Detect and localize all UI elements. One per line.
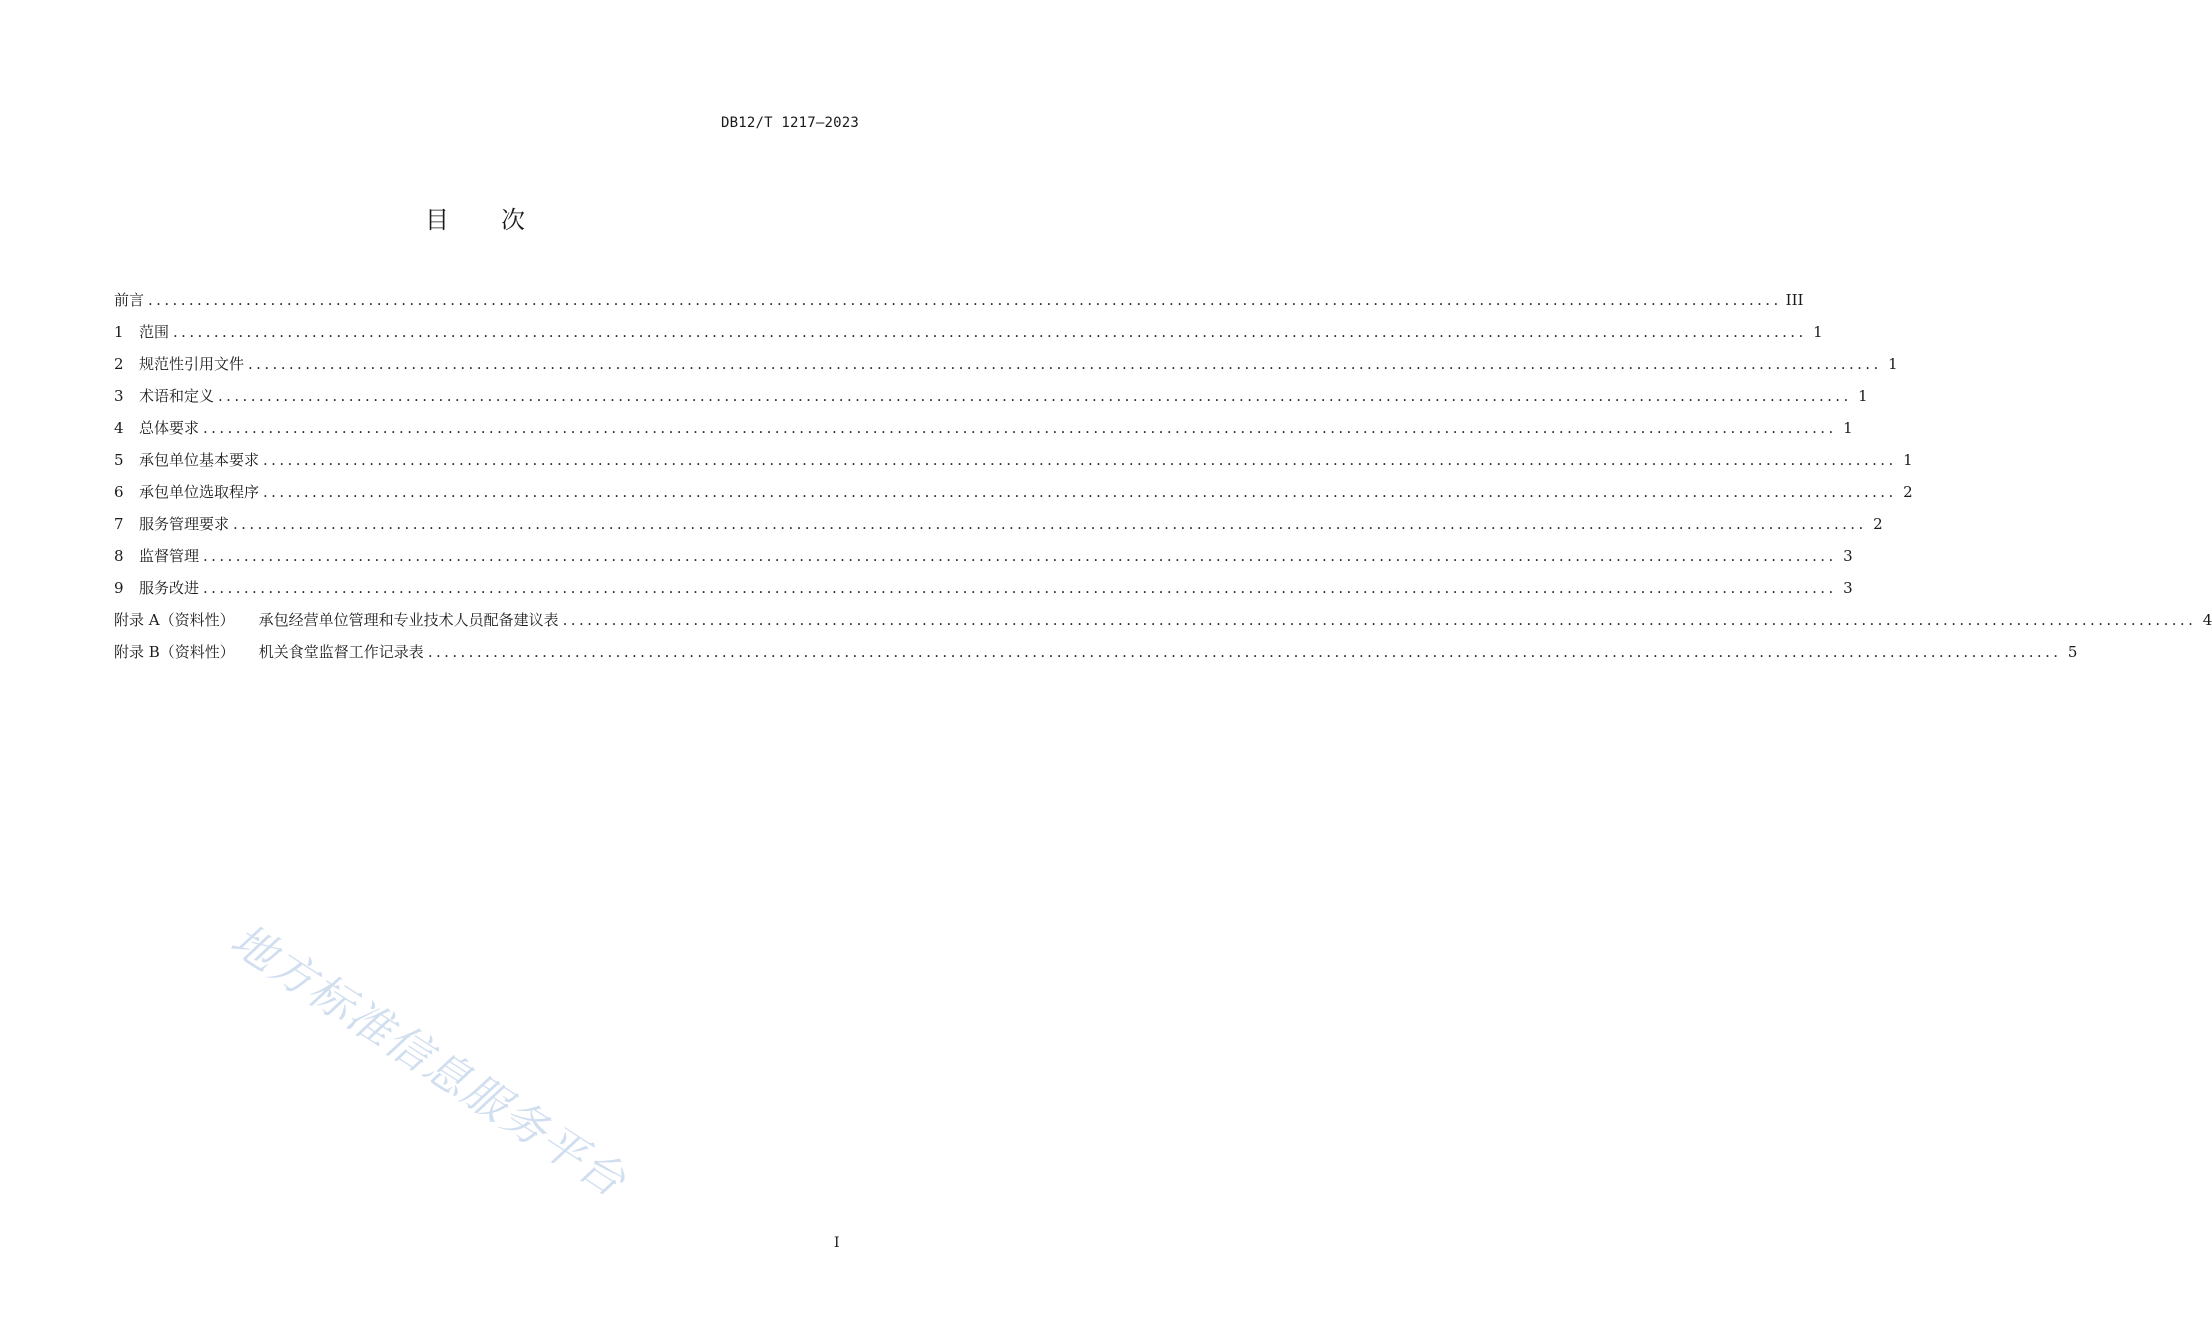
toc-entry-page: 1 (1888, 355, 1898, 373)
toc-entry-page: 1 (1903, 451, 1913, 469)
toc-entry-4[interactable] (114, 412, 1853, 444)
toc-entry-label: 承包单位基本要求 (139, 451, 260, 469)
watermark: 地方标准信息服务平台 (221, 914, 636, 1208)
toc-entry-3[interactable] (114, 380, 1868, 412)
toc-leader-dots: ........................................................................................................................................................................................................ (562, 611, 2197, 629)
page-title (0, 200, 950, 235)
toc-leader-dots: ........................................................................................................................................................................................................ (203, 579, 1837, 597)
toc-entry-label: 服务管理要求 (139, 515, 230, 533)
toc-leader-dots: ........................................................................................................................................................................................................ (248, 355, 1882, 373)
toc-entry-page: 1 (1858, 387, 1868, 405)
toc-entry-number: 3 (114, 387, 124, 405)
toc-entry-label: 规范性引用文件 (139, 355, 245, 373)
annex-label: 附录 A（资料性） (114, 611, 235, 629)
toc-entry-label: 总体要求 (139, 419, 200, 437)
page-title-char-1: 目 (425, 206, 449, 234)
toc-entry-9[interactable] (114, 572, 1853, 604)
toc-leader-dots: ........................................................................................................................................................................................................ (148, 291, 1782, 309)
document-code: DB12/T 1217—2023 (720, 115, 859, 131)
toc-leader-dots: ........................................................................................................................................................................................................ (263, 483, 1897, 501)
toc-entry-page: III (1785, 291, 1804, 309)
toc-entry-page: 2 (1903, 483, 1913, 501)
toc-entry-number: 9 (114, 579, 124, 597)
toc-leader-dots: ........................................................................................................................................................................................................ (173, 323, 1807, 341)
toc-leader-dots: ........................................................................................................................................................................................................ (263, 451, 1897, 469)
toc-entry-page: 3 (1843, 547, 1853, 565)
toc-entry-1[interactable] (114, 316, 1823, 348)
toc-entry-label (114, 604, 559, 636)
toc-entry-2[interactable] (114, 348, 1898, 380)
toc-entry-label: 术语和定义 (139, 387, 215, 405)
toc-entry-page: 2 (1873, 515, 1883, 533)
page-title-char-2: 次 (501, 206, 525, 234)
toc-entry-page: 3 (1843, 579, 1853, 597)
toc-entry-annex-a[interactable] (114, 604, 2212, 636)
annex-title: 机关食堂监督工作记录表 (258, 643, 424, 661)
annex-label: 附录 B（资料性） (114, 643, 235, 661)
toc-entry-foreword[interactable] (114, 284, 1804, 316)
toc-entry-page: 1 (1843, 419, 1853, 437)
table-of-contents (114, 284, 2212, 668)
toc-entry-number: 4 (114, 419, 124, 437)
toc-entry-label: 前言 (114, 291, 145, 309)
toc-entry-number: 2 (114, 355, 124, 373)
page-number: I (834, 1235, 840, 1251)
toc-entry-label: 服务改进 (139, 579, 200, 597)
toc-leader-dots: ........................................................................................................................................................................................................ (233, 515, 1867, 533)
toc-leader-dots: ........................................................................................................................................................................................................ (218, 387, 1852, 405)
toc-leader-dots: ........................................................................................................................................................................................................ (203, 419, 1837, 437)
toc-entry-page: 1 (1813, 323, 1823, 341)
toc-entry-page: 4 (2202, 611, 2212, 629)
toc-leader-dots: ........................................................................................................................................................................................................ (427, 643, 2062, 661)
toc-entry-number: 6 (114, 483, 124, 501)
toc-entry-label: 承包单位选取程序 (139, 483, 260, 501)
toc-entry-number: 7 (114, 515, 124, 533)
toc-entry-8[interactable] (114, 540, 1853, 572)
toc-entry-number: 1 (114, 323, 124, 341)
toc-entry-number: 8 (114, 547, 124, 565)
toc-entry-5[interactable] (114, 444, 1913, 476)
toc-entry-label: 范围 (139, 323, 170, 341)
toc-entry-label (114, 636, 424, 668)
toc-entry-7[interactable] (114, 508, 1883, 540)
toc-leader-dots: ........................................................................................................................................................................................................ (203, 547, 1837, 565)
toc-entry-page: 5 (2067, 643, 2078, 661)
toc-entry-number: 5 (114, 451, 124, 469)
toc-entry-annex-b[interactable] (114, 636, 2078, 668)
toc-entry-6[interactable] (114, 476, 1913, 508)
annex-title: 承包经营单位管理和专业技术人员配备建议表 (258, 611, 559, 629)
toc-entry-label: 监督管理 (139, 547, 200, 565)
